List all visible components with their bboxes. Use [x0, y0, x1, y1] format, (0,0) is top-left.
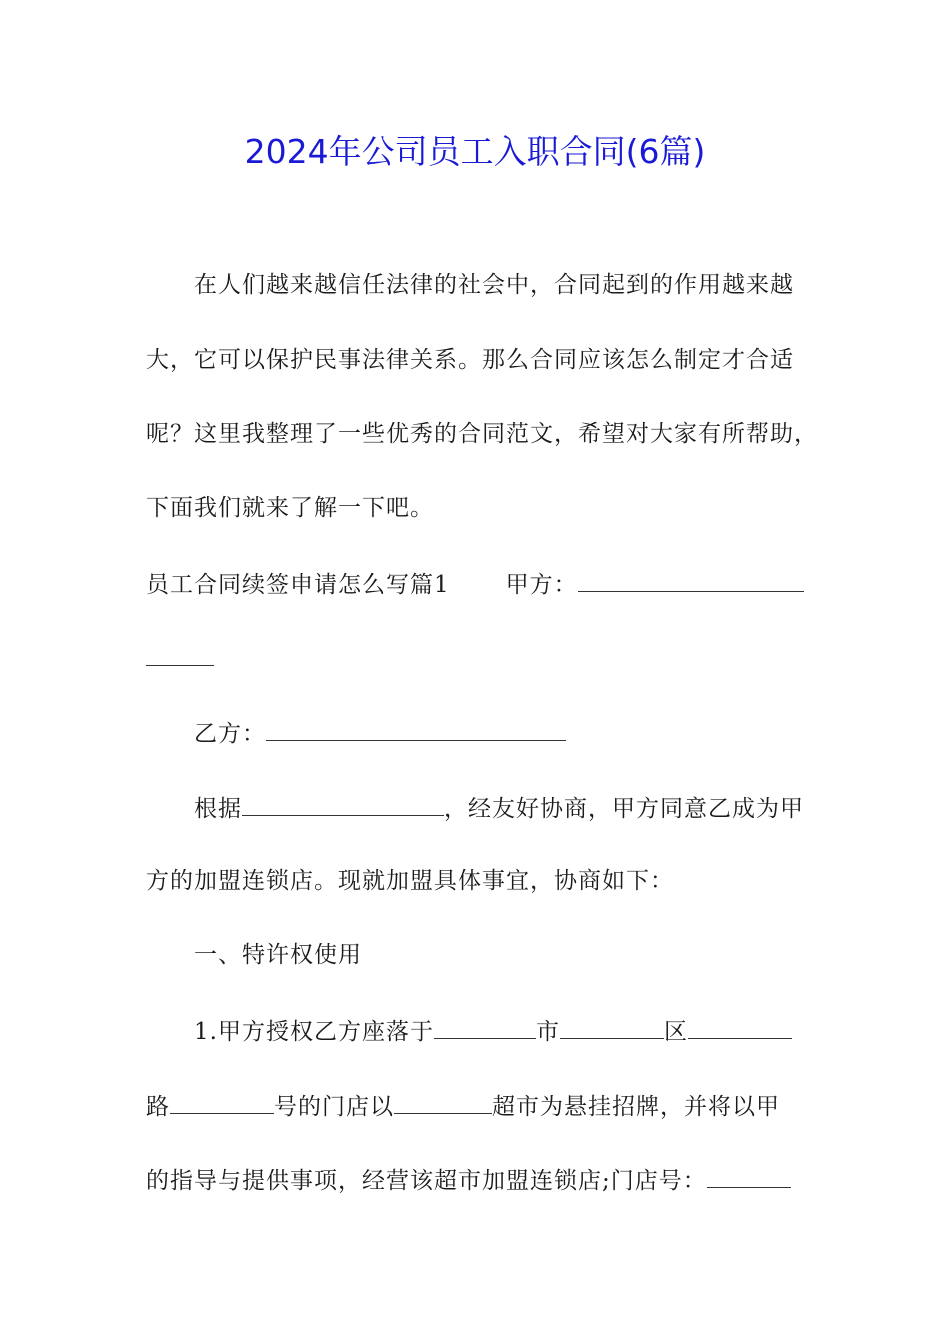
intro-line-3: 呢？这里我整理了一些优秀的合同范文，希望对大家有所帮助，	[146, 421, 818, 447]
section-heading: 员工合同续签申请怎么写篇1	[146, 572, 450, 598]
party-a-blank-cont	[146, 639, 214, 666]
clause1-line-2: 路 号的门店以 超市为悬挂招牌，并将以甲	[146, 1087, 816, 1125]
party-a-blank	[578, 565, 804, 592]
number-blank	[170, 1087, 274, 1114]
clause1-line-1: 1.甲方授权乙方座落于 市 区	[194, 1012, 864, 1050]
clause1-line-3: 的指导与提供事项，经营该超市加盟连锁店;门店号：	[146, 1161, 816, 1199]
intro-line-4: 下面我们就来了解一下吧。	[146, 495, 434, 521]
basis-line-2: 方的加盟连锁店。现就加盟具体事宜，协商如下：	[146, 868, 674, 894]
intro-line-1: 在人们越来越信任法律的社会中，合同起到的作用越来越	[194, 272, 794, 298]
road-blank	[688, 1012, 792, 1039]
party-b-blank	[266, 714, 566, 741]
clause-heading: 一、特许权使用	[194, 942, 362, 968]
store-name-blank	[394, 1087, 492, 1114]
party-b-label: 乙方：	[194, 721, 266, 747]
basis-blank	[242, 789, 444, 816]
store-number-blank	[707, 1161, 791, 1188]
party-a-blank-cont-line	[146, 639, 816, 677]
party-a-label: 甲方：	[505, 572, 578, 598]
party-a-line	[146, 565, 816, 603]
district-blank	[560, 1012, 664, 1039]
document-title: 2024年公司员工入职合同(6篇)	[244, 132, 706, 171]
city-blank	[434, 1012, 536, 1039]
basis-line: 根据 ，经友好协商，甲方同意乙成为甲	[194, 789, 864, 827]
intro-line-2: 大，它可以保护民事法律关系。那么合同应该怎么制定才合适	[146, 347, 794, 373]
party-b-line	[194, 714, 864, 752]
